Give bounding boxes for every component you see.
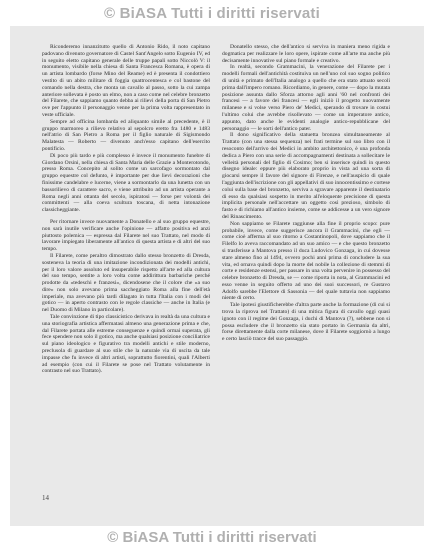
paragraph: Tale convinzione di tipo classicistico derivava in realtà da una cultura e una storiografia artistica affermatasi almeno una generazione prima e che, dal Filarete portata alle estreme conseguenze e quindi ormai superata, gli fece spendere non solo il gotico, ma anche qualsiasi posizione conciliatrice sul piano ideologico e figurativo tra modelli antichi e stile moderno, preclusola di guardare al suo stile che la naturale via di uscita da tale impasse che fu invece di altri artisti, soprattutto fiorentini, quali l'Alberti ad esempio (con cui il Filarete se pose nel Trattato volutamente in contrasto nel suo Trattato). — [42, 314, 210, 375]
paragraph: Donatello stesso, che dell'antico si serviva in maniera meno rigida e dogmatica per realizzare le loro opere, ispirate come all'arte ma anche più decisamente innovative sul piano formale e creativo. — [222, 44, 390, 64]
scanned-page — [10, 26, 424, 526]
paragraph: Sempre ad officina lombarda ed aliquanto simile al precedente, è il gruppo marmoreo a rilievo relativo al sepolcro eretto fra 1480 e 1483 nell'atrio di San Pietro a Roma per il figlio naturale di Sigismondo Malatesta — Roberto — divenuto anch'esso capitano dell'esercito pontificio. — [42, 118, 210, 152]
paragraph: Di poco più tardo e più complesso è invece il monumento funebre di Giordano Orsini, nella chiesa di Santa Maria delle Grazie a Monterotondo, presso Roma. Concepito al solito come un sarcofago sormontato dal gruppo equestre col defunto, è importante per due lievi decorazioni che finissime candelabre e lucerne, viene a sormontarlo da una lunetta con un bassorilievo di carattere sacro, e viene attribuito ad un artista operante a Roma negli anni ottanta del secolo, ispiratosi — forse per volontà dei committenti — alla coeva scultura toscana, di netta intonazione classicheggiante. — [42, 152, 210, 214]
paragraph: Tale ipotesi giustificherebbe d'altra parte anche la formazione (di cui si trova la riprova nel Trattato) di una mitica figura di cavallo oggi quasi ignoto con il regime dei Gonzaga, i duchi di Mantova (?), sebbene non si possa escludere che il bronzetto sia stato portato in Germania da altri, forse direttamente dalla corte milanese, dove il Filarete soggiornò a lungo e certo lasciò tracce del suo passaggio. — [222, 302, 390, 343]
paragraph: Il dono significativo della statuetta bronzea simultaneamente al Trattato (con una stessa sequenza) nei frati termine sul suo libro con il resoconto dell'arrivo dei Medici in ambito architettonico, è una profonda dedica a Piero con una serie di accompagnamenti destinata a sollecitare le velleità personali del figlio di Cosimo; ben si inserisce quindi in questo disegno ideale: eppure più elaborato proprio in vista ad una sorta di giocarsi sempre il favore del signore di Firenze, e nell'auspicio di quale l'aggiunta dell'iscrizione con gli appellativi di suo innocentissimo e cortese colui sulla base del bronzetto, serviva a sgravare apparente il destinatario di esso da qualsiasi sospetto in merito all'eloquente precisione di questa implicita personale nell'accettare un oggetto così prezioso, simbolo di fasto e di richiamo all'antico insieme, come se addicesse a un vero signore del Rinascimento. — [222, 132, 390, 220]
page-number: 14 — [42, 494, 49, 502]
paragraph: Per ritornare invece nuovamente a Donatello e al suo gruppo equestre, non sarà inutile verificare anche l'opinione — affatto positiva ed anzi piuttosto polemica — espressa dal Filarete nel suo Trattato, nel modo di lavorare impiegato liberamente all'antico di questa artista e di altri del suo tempo. — [42, 218, 210, 253]
right-text-column — [222, 44, 390, 504]
watermark-bottom: © BiASA Tutti i diritti riservati — [107, 528, 317, 546]
paragraph: In realtà, secondo Grammacini, la venerazione del Filarete per i modelli formali dell'antichità costituiva un nell'uno col suo sogno politico di unità e primato dell'Italia analogo a quello che era stato attuato secoli prima dall'impero romano. Ricordiamo, in genere, come — dopo la mutata posizione assunta dallo Sforza attorno agli anni '60 nel confronti dei francesi — a favore dei francesi — egli iniziò il progetto nuovamente milanese e si volse verso Piero de' Medici, sperando di trovare in costui l'ultimo colui che avrebbe risollevato — come un imperatore antico, appunto, dato anche le evidenti analogie antico-repubblicane del personaggio — le sorti dell'antico pater. — [222, 64, 390, 132]
paragraph: Non sappiamo se Filarete raggiunse alla fine il proprio scopo: pure probabile, invece, come suggerisce ancora il Grammacini, che egli — come cioè afferma al suo ritorno a Costantinopoli, dove sappiamo che il Filelfo lo aveva raccomandato ad un suo amico — e che questo bronzetto si trasferisse a Mantova presso il duca Ludovico Gonzaga, in cui dovesse stare almeno fino al 1494, ovvero pochi anni prima di concludere la sua vita, ed ornava quindi dopo la morte del nobile la collezione di stemmi di corte e residenze estensi, per passare in una volta pervenire in possesso del celebre bronzetto di Dresda, se — come riporta in nota, al Grammacini ed esso venne in seguito offerto ad uno dei suoi successori, re Gustavo Adolfo sarebbe l'Elettore di Sassonia — del quale tuttavia non sappiamo niente di certo. — [222, 220, 390, 302]
paragraph: Il Filarete, come peraltro dimostrato dallo stesso bronzetto di Dresda, sosteneva la teoria di una imitazione incondizionata dei modelli antichi, per il loro valore assoluto ed insuperabile rispetto all'arte ed alla cultura del suo tempo, sentite a loro volta come addirittura barbariche perché prodotte da «tedeschi e franzesi», dicendosene che il colore che «a suo dire» non solo avevano prima saccheggiato Roma alla fine dell'età imperiale, ma avevano più tardi dilagato in tutta l'Italia con i modi del gotico — in aperto contrasto con le regole classiche — anche in Italia (e nel Duomo di Milano in particolare). — [42, 252, 210, 314]
watermark-top: © BiASA Tutti i diritti riservati — [0, 0, 424, 26]
paragraph: Riconderemo innanzitutto quello di Antonio Rido, il noto capitano padovano divenuto governatore di Castel Sant'Angelo sotto Eugenio IV, ed in seguito eletto capitano generale delle truppe papali sotto Niccolò V: il monumento, visibile nella chiesa di Santa Francesca Romana, è opera di un artista lombardo (forse Mino del Reame) ed è presenta il condottiero vestito di un abito militare di foggia quattrocentesca e col bastone del comando nella destra, che monta un cavallo al passo, sotto la cui zampa anteriore sollevata è posto un elmo, non a caso come nel celebre bronzetto del Filarete, che sappiamo quanto debba ai rilievi della porta di San Pietro ove per l'appunto il personaggio venne per la prima volta rappresentato in veste ufficiale. — [42, 44, 210, 118]
left-text-column — [42, 44, 210, 504]
